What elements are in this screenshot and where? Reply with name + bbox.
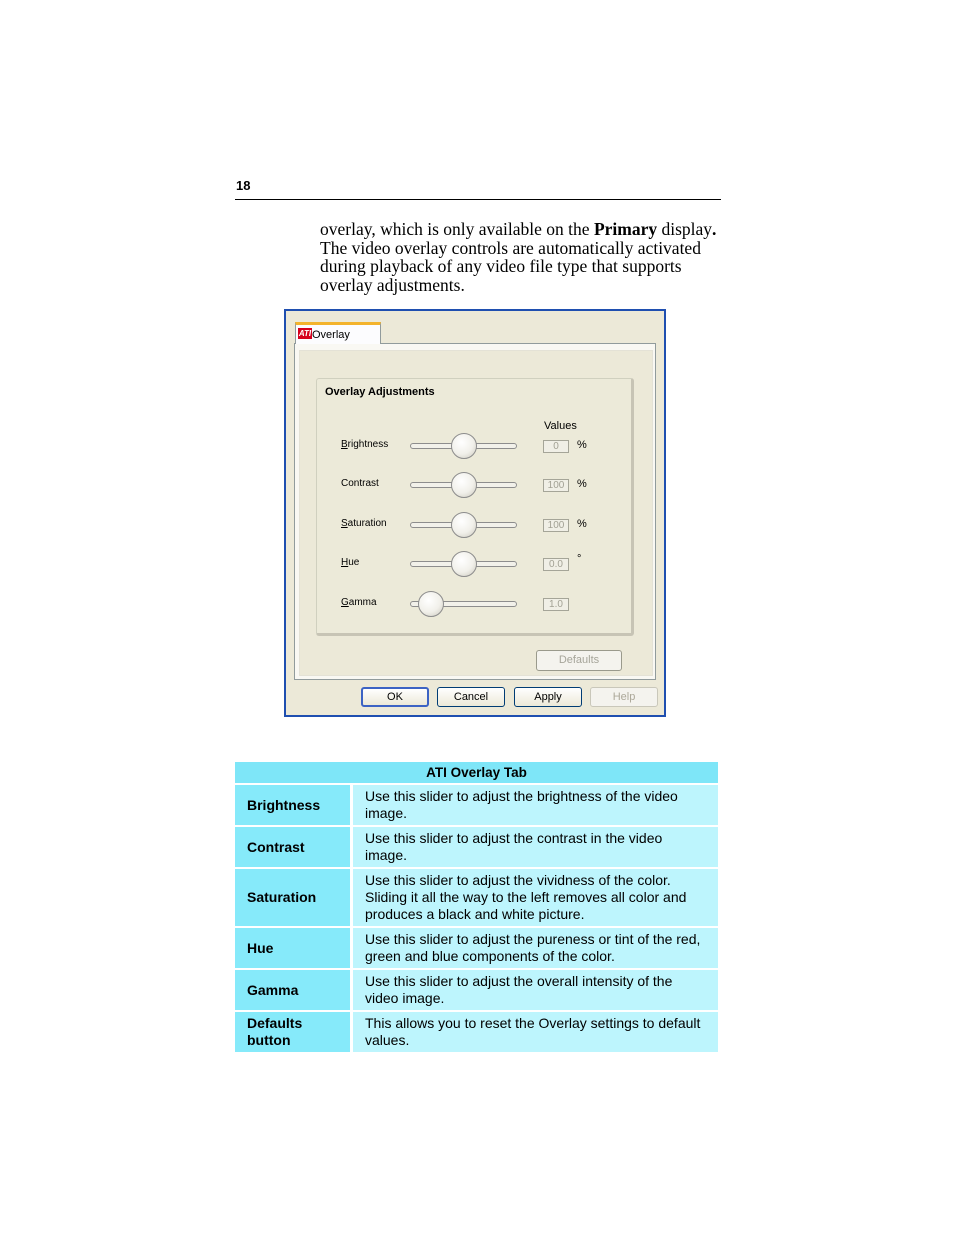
table-row (235, 1012, 718, 1052)
table-header-row (235, 762, 718, 783)
table-body (235, 785, 718, 1052)
unit-label-brightness: % (577, 439, 587, 451)
overlay-dialog (284, 309, 666, 717)
slider-mnemonic: B (341, 439, 348, 450)
group-title: Overlay Adjustments (325, 386, 435, 398)
cancel-button[interactable]: Cancel (437, 687, 505, 707)
slider-label-hue (341, 557, 359, 568)
page-number: 18 (236, 178, 251, 193)
table-description: Use this slider to adjust the overall intensity of the video image. (353, 970, 718, 1010)
table-term: Brightness (235, 785, 353, 825)
slider-mnemonic: S (341, 518, 348, 529)
apply-button[interactable]: Apply (514, 687, 582, 707)
slider-label-rest: rightness (347, 439, 389, 450)
table-description: Use this slider to adjust the vividness of the color. Sliding it all the way to the left removes all color and produces a black and white picture. (353, 869, 718, 926)
defaults-button[interactable]: Defaults (536, 650, 622, 671)
help-button[interactable]: Help (590, 687, 658, 707)
table-row (235, 827, 718, 867)
table-description: Use this slider to adjust the brightness of the video image. (353, 785, 718, 825)
intro-text-1: overlay, which is only available on the (320, 219, 594, 239)
table-row (235, 970, 718, 1010)
value-field-gamma: 1.0 (543, 598, 569, 611)
table-description: This allows you to reset the Overlay settings to default values. (353, 1012, 718, 1052)
intro-paragraph (320, 220, 720, 295)
table-description: Use this slider to adjust the pureness or tint of the red, green and blue components of the color. (353, 928, 718, 968)
table-term: Saturation (235, 869, 353, 926)
table-term: Hue (235, 928, 353, 968)
table-term: Defaults button (235, 1012, 353, 1052)
overlay-adjustments-group (316, 378, 634, 636)
slider-label-contrast: Contrast (341, 478, 379, 489)
slider-thumb-gamma[interactable] (418, 591, 444, 617)
table-description: Use this slider to adjust the contrast in the video image. (353, 827, 718, 867)
unit-label-hue: ° (577, 553, 582, 565)
ok-button[interactable]: OK (361, 687, 429, 707)
table-term: Gamma (235, 970, 353, 1010)
slider-label-saturation (341, 518, 387, 529)
intro-text-2: display (657, 219, 713, 239)
intro-text-3: The video overlay controls are automatically activated during playback of any video file type that supports overlay adjustments. (320, 237, 701, 296)
table-row (235, 785, 718, 825)
slider-thumb-hue[interactable] (451, 551, 477, 577)
slider-mnemonic: H (341, 557, 349, 568)
tab-overlay-label: Overlay (312, 328, 350, 341)
table-row (235, 928, 718, 968)
overlay-tab-table (235, 760, 718, 1054)
slider-label-rest: amma (348, 597, 377, 608)
unit-label-saturation: % (577, 518, 587, 530)
values-header: Values (544, 420, 577, 432)
ati-logo-icon: ATI (298, 329, 312, 338)
value-field-hue: 0.0 (543, 558, 569, 571)
intro-bold-period: . (712, 219, 717, 239)
value-field-contrast: 100 (543, 479, 569, 492)
value-field-saturation: 100 (543, 519, 569, 532)
unit-label-contrast: % (577, 478, 587, 490)
slider-mnemonic: G (341, 597, 349, 608)
header-rule (235, 199, 721, 200)
slider-label-rest: aturation (347, 518, 387, 529)
slider-thumb-contrast[interactable] (451, 472, 477, 498)
slider-thumb-brightness[interactable] (451, 433, 477, 459)
slider-label-gamma (341, 597, 377, 608)
slider-thumb-saturation[interactable] (451, 512, 477, 538)
table-title: ATI Overlay Tab (235, 762, 718, 783)
intro-bold-primary: Primary (593, 219, 658, 239)
value-field-brightness: 0 (543, 440, 569, 453)
tab-overlay[interactable] (295, 322, 381, 344)
slider-label-brightness (341, 439, 388, 450)
table-term: Contrast (235, 827, 353, 867)
slider-label-rest: ue (348, 557, 360, 568)
table-row (235, 869, 718, 926)
